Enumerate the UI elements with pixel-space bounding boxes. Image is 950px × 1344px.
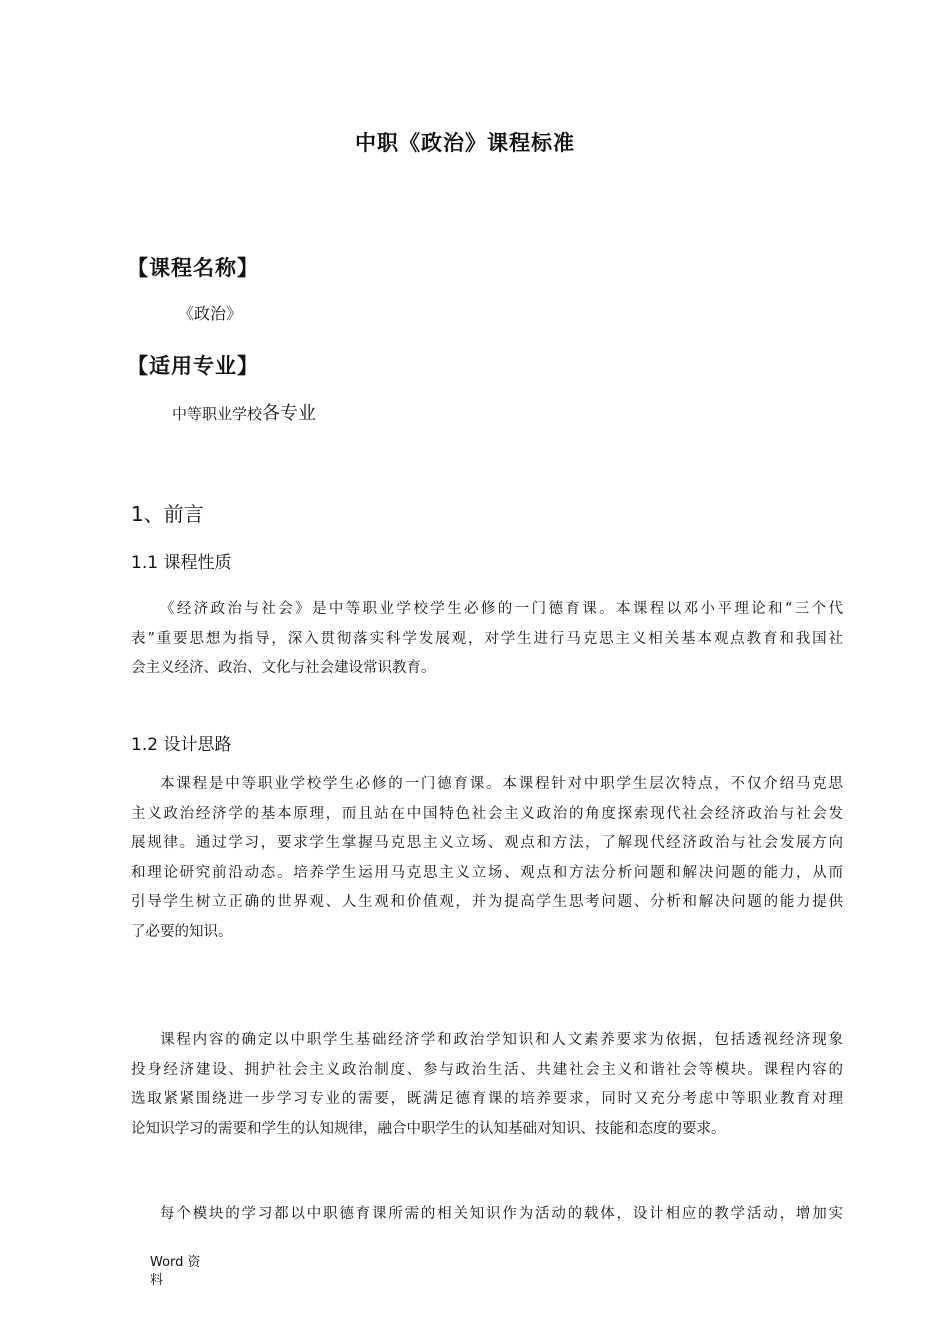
- section-1-1-paragraph: [131, 595, 843, 684]
- section-1-1-heading: 1.1 课程性质: [131, 553, 232, 573]
- paragraph-line: 会主义经济、政治、文化与社会建设常识教育。: [131, 660, 436, 676]
- paragraph-line: 主义政治经济学的基本原理，而且站在中国特色社会主义政治的角度探索现代社会经济政治与社会发: [131, 805, 843, 822]
- paragraph-line: 和理论研究前沿动态。培养学生运用马克思主义立场、观点和方法分析问题和解决问题的能力，从而: [131, 864, 843, 881]
- section-1-2-heading: 1.2 设计思路: [131, 735, 232, 755]
- paragraph-line: 课程内容的确定以中职学生基础经济学和政治学知识和人文素养要求为依据，包括透视经济现象: [160, 1032, 843, 1048]
- section-1-2-paragraph-1: [131, 770, 843, 947]
- section-1-2-paragraph-3: [131, 1200, 843, 1230]
- course-name-value: 《政治》: [178, 304, 243, 323]
- paragraph-line: 表”重要思想为指导，深入贯彻落实科学发展观，对学生进行马克思主义相关基本观点教育和我国社: [131, 630, 843, 647]
- major-value-suffix: 各专业: [262, 403, 317, 424]
- major-value-prefix: 中等职业学校: [172, 405, 263, 423]
- footer-line-1: Word 资: [150, 1255, 201, 1270]
- section-1-2-paragraph-2: [131, 1026, 843, 1144]
- course-name-heading: 【课程名称】: [127, 256, 259, 280]
- paragraph-line: 本课程是中等职业学校学生必修的一门德育课。本课程针对中职学生层次特点，不仅介绍马克思: [160, 776, 843, 792]
- footer-line-2: 料: [150, 1273, 164, 1288]
- paragraph-line: 展规律。通过学习，要求学生掌握马克思主义立场、观点和方法，了解现代经济政治与社会发展方向: [131, 835, 843, 851]
- document-title: 中职《政治》课程标准: [355, 131, 575, 155]
- paragraph-line: 论知识学习的需要和学生的认知规律，融合中职学生的认知基础对知识、技能和态度的要求。: [131, 1120, 726, 1137]
- paragraph-line: 引导学生树立正确的世界观、人生观和价值观，并为提高学生思考问题、分析和解决问题的能力提供: [131, 894, 843, 910]
- paragraph-line: 投身经济建设、拥护社会主义政治制度、参与政治生活、共建社会主义和谐社会等模块。课程内容的: [131, 1061, 843, 1078]
- paragraph-line: 了必要的知识。: [131, 923, 233, 940]
- page-footer: [150, 1254, 220, 1290]
- section-1-heading: 1、前言: [131, 502, 204, 526]
- paragraph-line: 《经济政治与社会》是中等职业学校学生必修的一门德育课。本课程以邓小平理论和“三个代: [160, 601, 843, 617]
- major-value: [172, 399, 316, 425]
- paragraph-line: 每个模块的学习都以中职德育课所需的相关知识作为活动的载体，设计相应的教学活动，增加实: [160, 1206, 843, 1222]
- major-heading: 【适用专业】: [127, 354, 259, 378]
- paragraph-line: 选取紧紧围绕进一步学习专业的需要，既满足德育课的培养要求，同时又充分考虑中等职业教育对理: [131, 1091, 843, 1107]
